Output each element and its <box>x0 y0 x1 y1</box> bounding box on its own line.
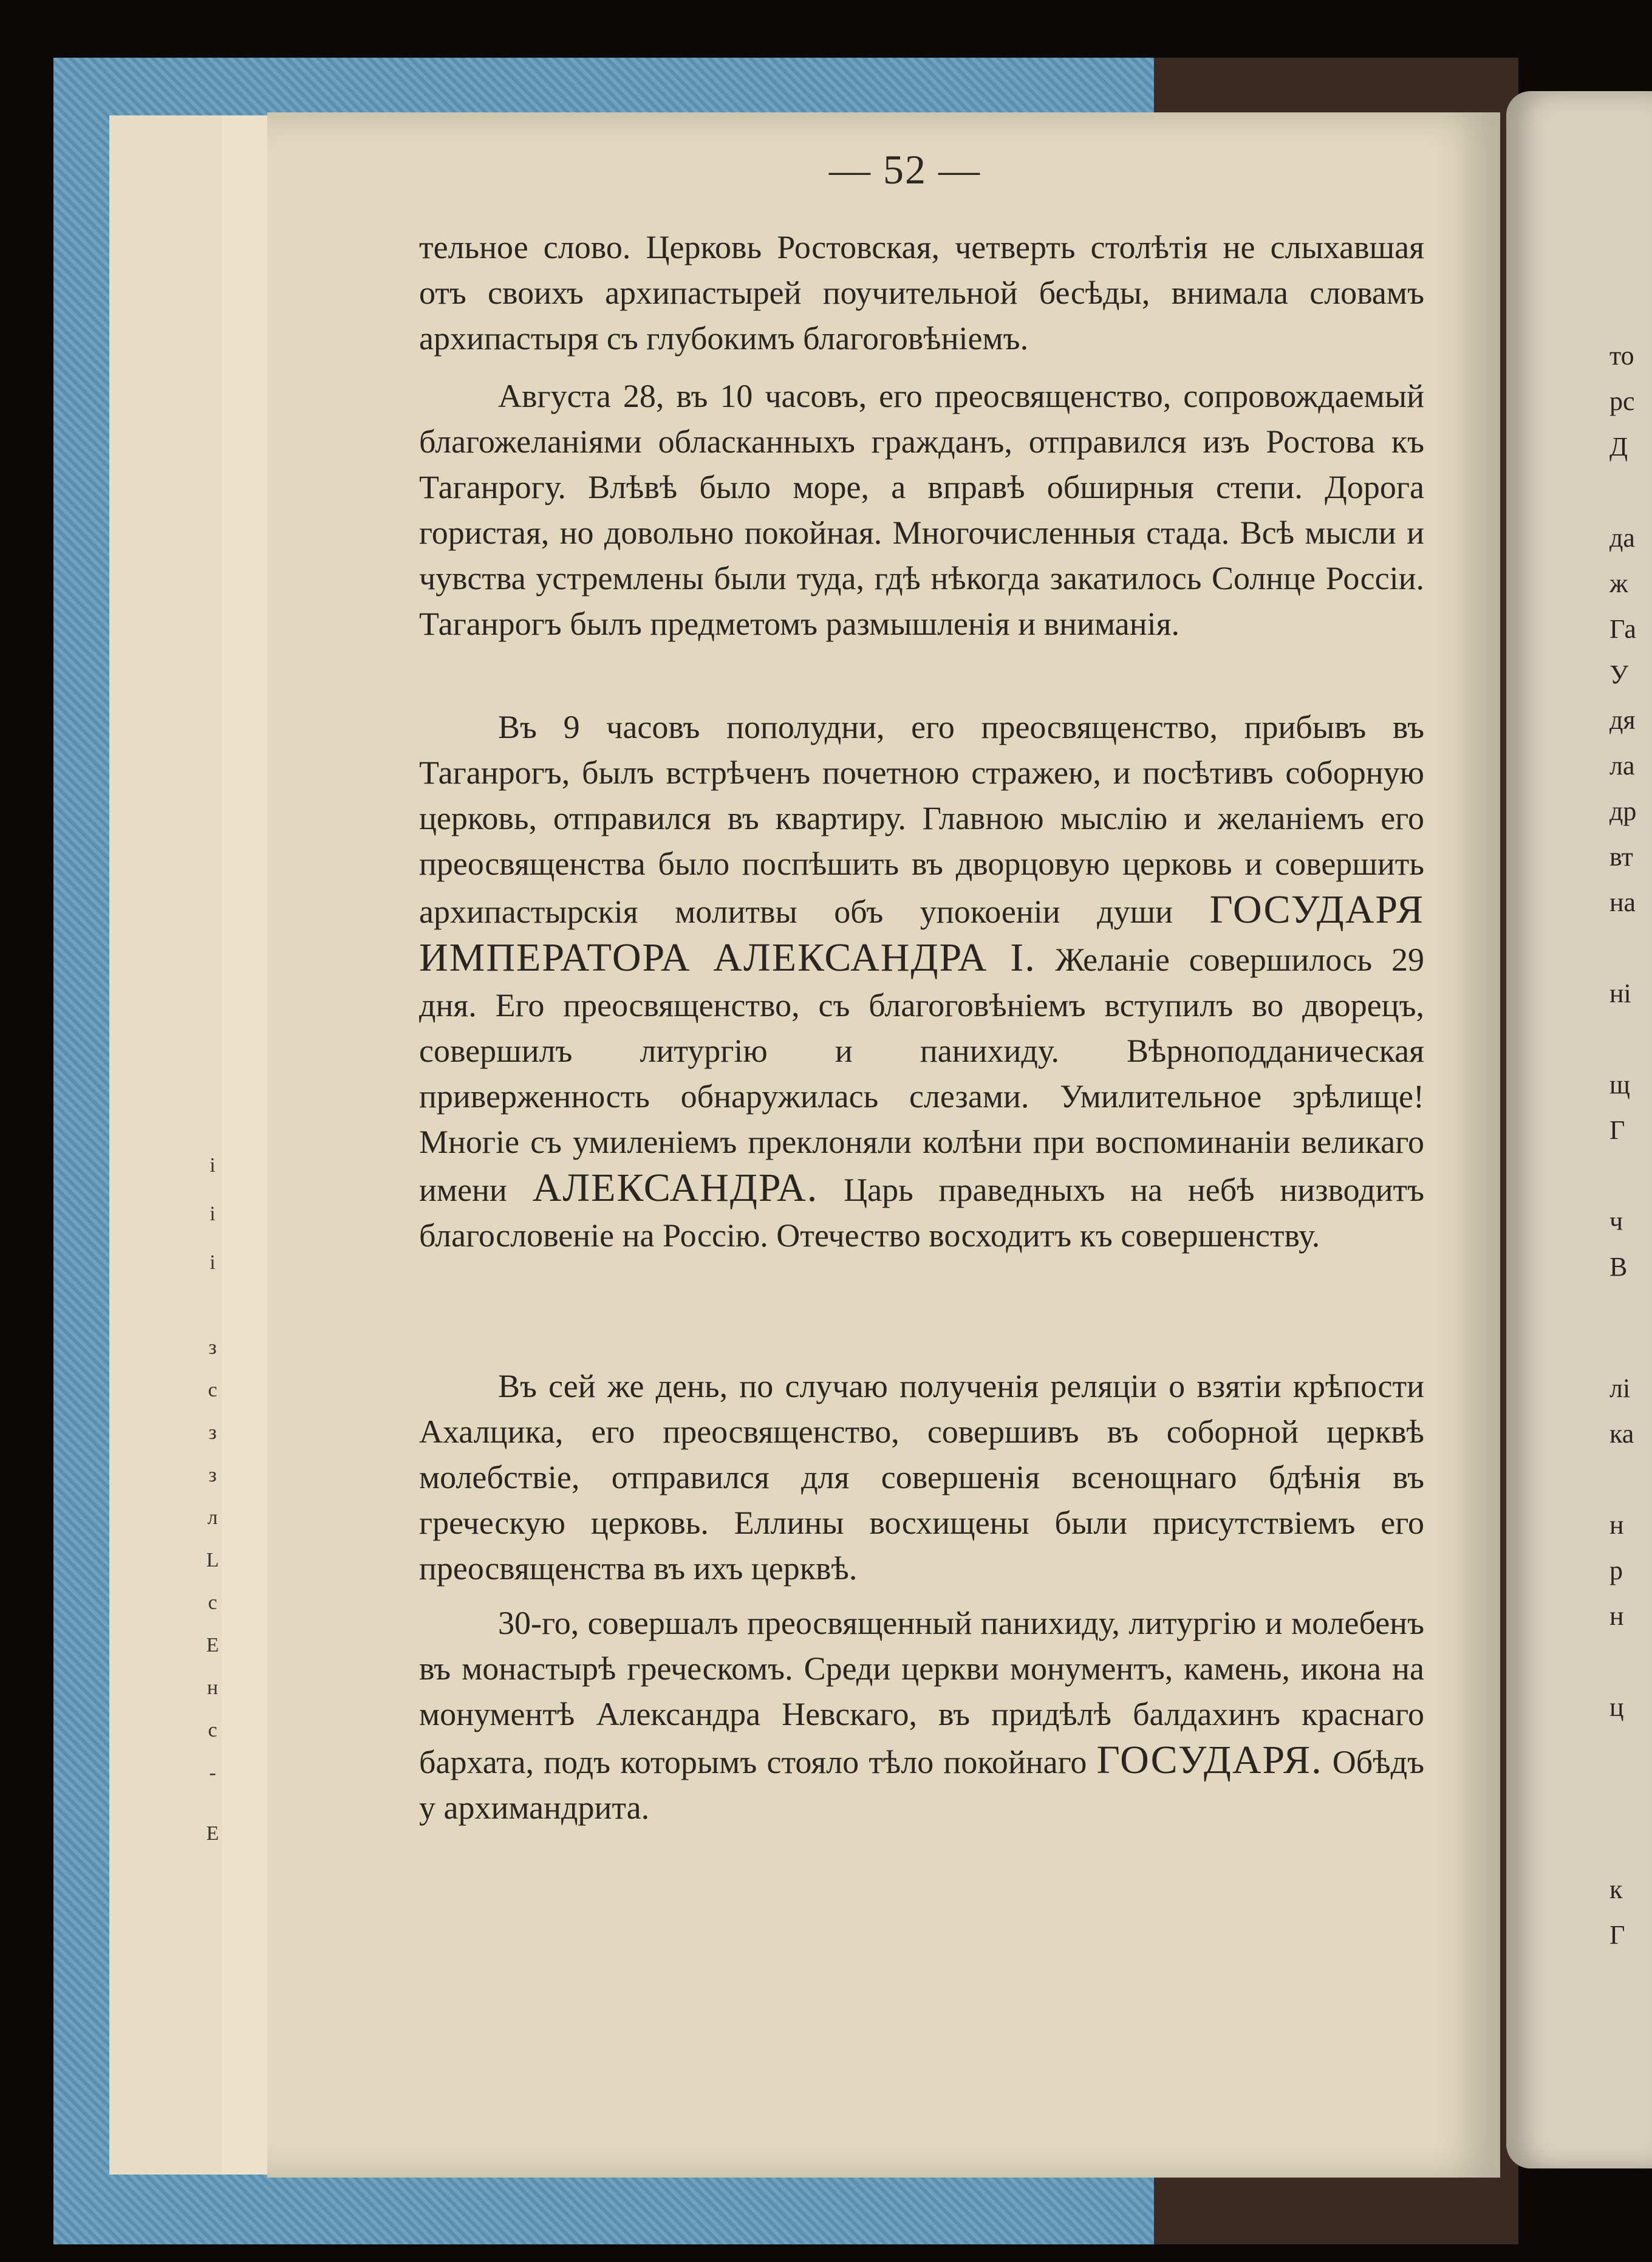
page-number: — 52 — <box>829 146 981 193</box>
edge-fragment: з <box>208 1421 217 1444</box>
facing-page-fragment: ні <box>1609 979 1631 1008</box>
facing-page-fragment: на <box>1609 887 1636 917</box>
facing-page-fragment: ла <box>1609 751 1635 781</box>
edge-fragment: Е <box>206 1822 219 1845</box>
facing-page-fragment: ч <box>1609 1206 1623 1236</box>
paragraph-text: 30-го, совершалъ преосвященный панихиду, литургію и молебенъ въ монастырѣ греческомъ. Среди церкви монументъ, камень, икона на монументѣ Александра Невскаго, въ придѣлѣ балдахинъ краснаго бархата, подъ которымъ стояло тѣло покойнаго <box>419 1605 1424 1780</box>
edge-fragment: L <box>206 1549 219 1571</box>
edge-fragment: н <box>206 1676 219 1699</box>
facing-page-fragment: У <box>1609 660 1629 689</box>
paragraph-text: Августа 28, въ 10 часовъ, его преосвященство, сопровождаемый благожеланіями обласканныхъ гражданъ, отправился изъ Ростова къ Таганрогу. Влѣвѣ было море, а вправѣ обширныя степи. Дорога гористая, но довольно покойная. Многочисленныя стада. Всѣ мысли и чувства устремлены были туда, гдѣ нѣкогда закатилось Солнце Россіи. Таганрогъ былъ предметомъ размышленія и вниманія. <box>419 378 1424 642</box>
edge-fragment: л <box>207 1506 218 1529</box>
paragraph-text: Желаніе совершилось 29 дня. Его преосвященство, съ благоговѣніемъ вступилъ во дворецъ, совершилъ литургію и панихиду. Вѣрноподданическая приверженность обнаружилась слезами. Умилительное зрѣлище! Многіе съ умиленіемъ преклоняли колѣни при воспоминаніи великаго имени <box>419 941 1424 1208</box>
facing-page-fragment: лі <box>1609 1373 1631 1403</box>
paragraph-text: Въ 9 часовъ пополудни, его преосвященство, прибывъ въ Таганрогъ, былъ встрѣченъ почетною стражею, и посѣтивъ соборную церковь, отправился въ квартиру. Главною мыслію и желаніемъ его преосвященства было поспѣшить въ дворцовую церковь и совершить архипастырскія молитвы объ упокоеніи души <box>419 709 1424 930</box>
paragraph-text: Царь праведныхъ на небѣ низводитъ благословеніе на Россію. Отечество восходитъ къ совершенству. <box>419 1172 1424 1254</box>
edge-fragment: з <box>208 1336 217 1359</box>
facing-page-fragment: да <box>1609 523 1635 553</box>
facing-page-fragment: Д <box>1609 432 1628 462</box>
facing-page-fragment: Г <box>1609 1920 1625 1950</box>
facing-page-fragment: н <box>1609 1510 1624 1540</box>
edge-fragment: с <box>208 1591 217 1614</box>
edge-fragment: з <box>208 1464 217 1486</box>
facing-page-fragment: ка <box>1609 1419 1634 1449</box>
edge-fragment: і <box>210 1251 216 1274</box>
paragraph-text: Обѣдъ у архимандрита. <box>419 1744 1424 1826</box>
paragraph-text: Въ сей же день, по случаю полученія реляціи о взятіи крѣпости Ахалцика, его преосвященство, совершивъ въ соборной церквѣ молебствіе, отправился для совершенія всенощнаго бдѣнія въ греческую церковь. Еллины восхищены были присутствіемъ его преосвященства въ ихъ церквѣ. <box>419 1368 1424 1587</box>
facing-page-fragment: др <box>1609 796 1637 826</box>
paragraph-2 <box>419 374 1424 647</box>
facing-page-fragment: то <box>1609 341 1634 371</box>
paragraph-text: тельное слово. Церковь Ростовская, четверть столѣтія не слыхавшая отъ своихъ архипастырей поучительной бесѣды, внимала словамъ архипастыря съ глубокимъ благоговѣніемъ. <box>419 229 1424 357</box>
facing-page-fragment: щ <box>1609 1070 1630 1099</box>
facing-page-fragment: В <box>1609 1252 1628 1282</box>
facing-page-fragment: н <box>1609 1601 1624 1631</box>
edge-fragment: - <box>209 1761 216 1784</box>
paragraph-3 <box>419 705 1424 1259</box>
edge-fragment: с <box>208 1379 217 1401</box>
emphasized-name: АЛЕКСАНДРА. <box>532 1166 819 1210</box>
edge-fragment: с <box>208 1719 217 1741</box>
facing-page-fragment: ц <box>1609 1692 1624 1722</box>
emphasized-name: ГОСУДАРЯ. <box>1096 1738 1323 1782</box>
facing-page-fragment: р <box>1609 1556 1623 1585</box>
paragraph-4 <box>419 1364 1424 1591</box>
left-edge-fragments <box>200 1154 237 1944</box>
facing-page-fragment: дя <box>1609 705 1636 735</box>
edge-fragment: Е <box>206 1634 219 1656</box>
facing-page-fragment: к <box>1609 1874 1623 1904</box>
facing-page-fragment: ж <box>1609 569 1628 598</box>
paragraph-5 <box>419 1601 1424 1831</box>
edge-fragment: і <box>210 1203 216 1225</box>
facing-page-fragment: Г <box>1609 1115 1625 1145</box>
edge-fragment: і <box>210 1154 216 1177</box>
facing-page-fragments <box>1609 316 1652 1956</box>
paragraph-1 <box>419 225 1424 361</box>
emphasized-name: ГОСУДАРЯ ИМПЕРАТОРА АЛЕКСАНДРА I. <box>419 887 1424 980</box>
facing-page-fragment: вт <box>1609 842 1633 872</box>
facing-page-fragment: рс <box>1609 386 1635 416</box>
facing-page-fragment: Га <box>1609 614 1636 644</box>
